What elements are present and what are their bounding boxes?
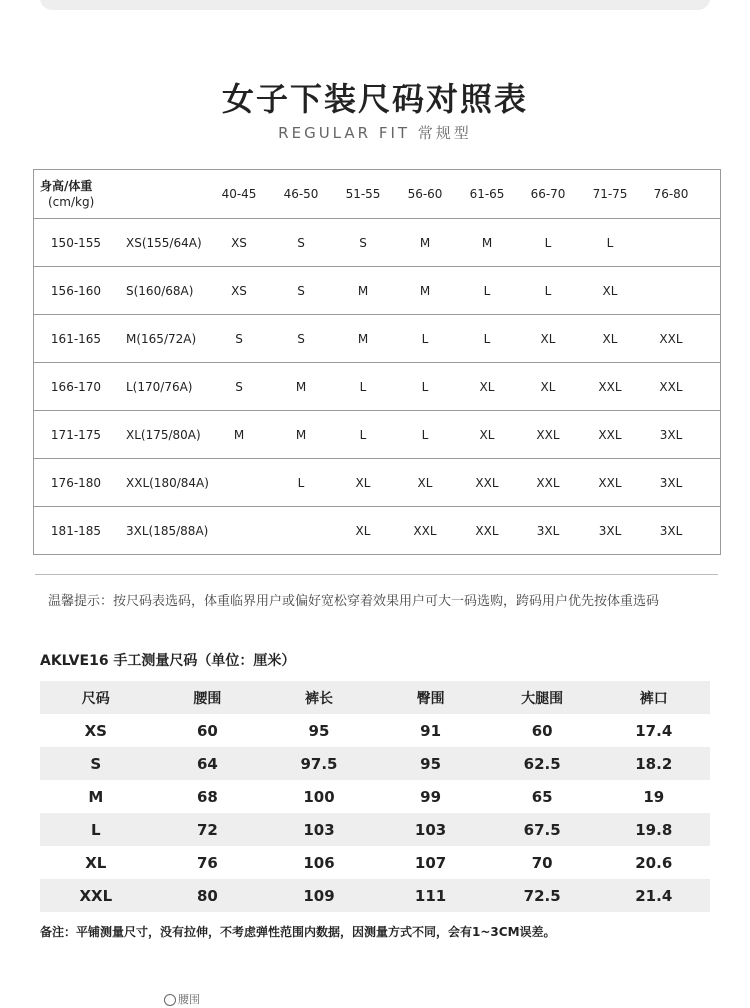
recommended-size: XXL <box>536 427 560 442</box>
recommended-size: L <box>606 235 614 250</box>
weight-range: 46-50 <box>283 187 319 201</box>
recommended-size: XXL <box>598 427 622 442</box>
recommended-size: 3XL <box>598 523 622 538</box>
measure-cell: 68 <box>196 787 218 806</box>
measure-cell: 21.4 <box>635 886 673 905</box>
measure-header-cell: 裤口 <box>639 690 668 707</box>
recommended-size: S <box>235 331 243 346</box>
recommended-size: XL <box>355 475 371 490</box>
height-range: 166-170 <box>50 379 102 394</box>
size-code: M(165/72A) <box>126 331 197 346</box>
measure-cell: 60 <box>531 721 553 740</box>
measure-cell: 97.5 <box>300 754 338 773</box>
recommended-size: XXL <box>536 475 560 490</box>
measure-header-row <box>40 681 710 714</box>
weight-range: 66-70 <box>530 187 566 201</box>
recommended-size: XL <box>479 427 495 442</box>
size-chart-row <box>34 362 720 410</box>
measure-cell: 99 <box>420 787 442 806</box>
measure-table <box>40 681 710 912</box>
header-label-line2: (cm/kg) <box>48 195 95 209</box>
weight-range: 56-60 <box>407 187 443 201</box>
recommended-size: L <box>544 235 552 250</box>
recommended-size: M <box>233 427 245 442</box>
size-chart-header-row <box>34 170 720 218</box>
measure-cell: 103 <box>414 820 447 839</box>
measure-cell: 95 <box>420 754 442 773</box>
measure-cell: 72.5 <box>523 886 561 905</box>
recommended-size: S <box>297 235 305 250</box>
measure-cell: 95 <box>308 721 330 740</box>
note-text: 备注：平铺测量尺寸，没有拉伸，不考虑弹性范围内数据，因测量方式不同，会有1~3CM误差。 <box>40 925 556 939</box>
measure-cell: 100 <box>303 787 335 806</box>
recommended-size: S <box>235 379 243 394</box>
weight-range: 71-75 <box>592 187 628 201</box>
recommended-size: L <box>544 283 552 298</box>
measure-row <box>40 813 710 846</box>
size-code: L(170/76A) <box>126 379 193 394</box>
footer-cut-label <box>160 988 220 1008</box>
size-code: S(160/68A) <box>126 283 194 298</box>
measure-cell: 72 <box>196 820 218 839</box>
recommended-size: 3XL <box>659 475 683 490</box>
measure-cell: XS <box>84 721 107 740</box>
recommended-size: XXL <box>598 475 622 490</box>
weight-range: 61-65 <box>469 187 505 201</box>
recommended-size: S <box>359 235 367 250</box>
measure-header-cell: 腰围 <box>193 690 222 707</box>
measure-row <box>40 714 710 747</box>
circle-marker-icon <box>164 994 176 1006</box>
recommended-size: XXL <box>475 475 499 490</box>
recommended-size: M <box>481 235 493 250</box>
recommended-size: M <box>295 427 307 442</box>
recommended-size: L <box>297 475 305 490</box>
recommended-size: XXL <box>413 523 437 538</box>
measure-cell: M <box>88 787 104 806</box>
measure-cell: 20.6 <box>635 853 673 872</box>
page-title: 女子下装尺码对照表 <box>221 80 528 118</box>
size-code: XXL(180/84A) <box>126 475 209 490</box>
height-range: 181-185 <box>50 523 102 538</box>
header-label <box>40 170 130 218</box>
measure-cell: 65 <box>531 787 553 806</box>
size-chart-row <box>34 458 720 506</box>
measure-cell: 107 <box>414 853 447 872</box>
measure-header-cell: 裤长 <box>304 690 333 707</box>
measure-cell: 19 <box>643 787 665 806</box>
recommended-size: XL <box>602 283 618 298</box>
size-code: 3XL(185/88A) <box>126 523 209 538</box>
measure-row <box>40 747 710 780</box>
recommended-size: XS <box>231 283 247 298</box>
recommended-size: L <box>483 331 491 346</box>
measure-row <box>40 846 710 879</box>
recommended-size: L <box>359 379 367 394</box>
measure-title: AKLVE16 手工测量尺码（单位：厘米） <box>40 653 296 669</box>
recommended-size: L <box>359 427 367 442</box>
measure-cell: L <box>91 820 101 839</box>
size-chart-row <box>34 266 720 314</box>
page-subtitle: REGULAR FIT 常规型 <box>278 124 472 142</box>
measure-cell: XXL <box>79 886 113 905</box>
size-chart-row <box>34 410 720 458</box>
measure-cell: 70 <box>531 853 553 872</box>
height-range: 156-160 <box>50 283 102 298</box>
recommended-size: M <box>419 235 431 250</box>
size-code: XS(155/64A) <box>126 235 202 250</box>
measure-cell: 109 <box>303 886 335 905</box>
measure-cell: 111 <box>414 886 447 905</box>
recommended-size <box>640 219 702 266</box>
measure-cell: 19.8 <box>635 820 673 839</box>
measure-cell: 17.4 <box>635 721 673 740</box>
tip-text: 温馨提示：按尺码表选码，体重临界用户或偏好宽松穿着效果用户可大一码选购，跨码用户优先按体重选码 <box>48 594 660 609</box>
measure-cell: 18.2 <box>635 754 673 773</box>
weight-range: 51-55 <box>345 187 381 201</box>
header-label-line1: 身高/体重 <box>40 179 93 193</box>
measure-header-cell: 大腿围 <box>521 690 564 707</box>
measure-cell: 60 <box>196 721 218 740</box>
height-range: 171-175 <box>50 427 102 442</box>
recommended-size: L <box>421 427 429 442</box>
measure-cell: 76 <box>196 853 218 872</box>
recommended-size: 3XL <box>659 523 683 538</box>
size-chart-row <box>34 506 720 554</box>
recommended-size: XL <box>417 475 433 490</box>
recommended-size: S <box>297 283 305 298</box>
recommended-size: XL <box>540 331 556 346</box>
recommended-size: M <box>357 331 369 346</box>
recommended-size: XL <box>355 523 371 538</box>
measure-cell: 103 <box>303 820 335 839</box>
recommended-size: XXL <box>475 523 499 538</box>
measure-cell: 91 <box>420 721 442 740</box>
size-chart-row <box>34 218 720 266</box>
recommended-size: 3XL <box>659 427 683 442</box>
recommended-size: L <box>483 283 491 298</box>
recommended-size: M <box>295 379 307 394</box>
divider <box>35 574 718 575</box>
measure-cell: 62.5 <box>523 754 561 773</box>
measure-cell: XL <box>85 853 107 872</box>
recommended-size: XXL <box>659 379 683 394</box>
recommended-size <box>208 459 270 506</box>
top-panel-edge <box>40 0 710 10</box>
measure-header-cell: 尺码 <box>81 690 110 707</box>
size-chart-table <box>33 169 721 555</box>
measure-cell: 67.5 <box>523 820 561 839</box>
height-range: 176-180 <box>50 475 102 490</box>
weight-range: 40-45 <box>221 187 257 201</box>
measure-row <box>40 780 710 813</box>
recommended-size: S <box>297 331 305 346</box>
recommended-size: XL <box>602 331 618 346</box>
measure-cell: 80 <box>196 886 218 905</box>
footer-cut-text: 腰围 <box>178 993 200 1006</box>
recommended-size: XXL <box>659 331 683 346</box>
measure-cell: S <box>90 754 102 773</box>
size-code: XL(175/80A) <box>126 427 201 442</box>
recommended-size: M <box>357 283 369 298</box>
recommended-size: XL <box>540 379 556 394</box>
recommended-size <box>640 267 702 314</box>
recommended-size: M <box>419 283 431 298</box>
recommended-size: XL <box>479 379 495 394</box>
recommended-size <box>270 507 332 554</box>
recommended-size: XXL <box>598 379 622 394</box>
measure-row <box>40 879 710 912</box>
recommended-size: L <box>421 379 429 394</box>
recommended-size: L <box>421 331 429 346</box>
recommended-size: XS <box>231 235 247 250</box>
measure-header-cell: 臀围 <box>416 690 445 707</box>
measure-cell: 64 <box>196 754 218 773</box>
recommended-size: 3XL <box>536 523 560 538</box>
measure-cell: 106 <box>303 853 335 872</box>
height-range: 150-155 <box>50 235 102 250</box>
height-range: 161-165 <box>50 331 102 346</box>
recommended-size <box>208 507 270 554</box>
weight-range: 76-80 <box>653 187 689 201</box>
size-chart-row <box>34 314 720 362</box>
